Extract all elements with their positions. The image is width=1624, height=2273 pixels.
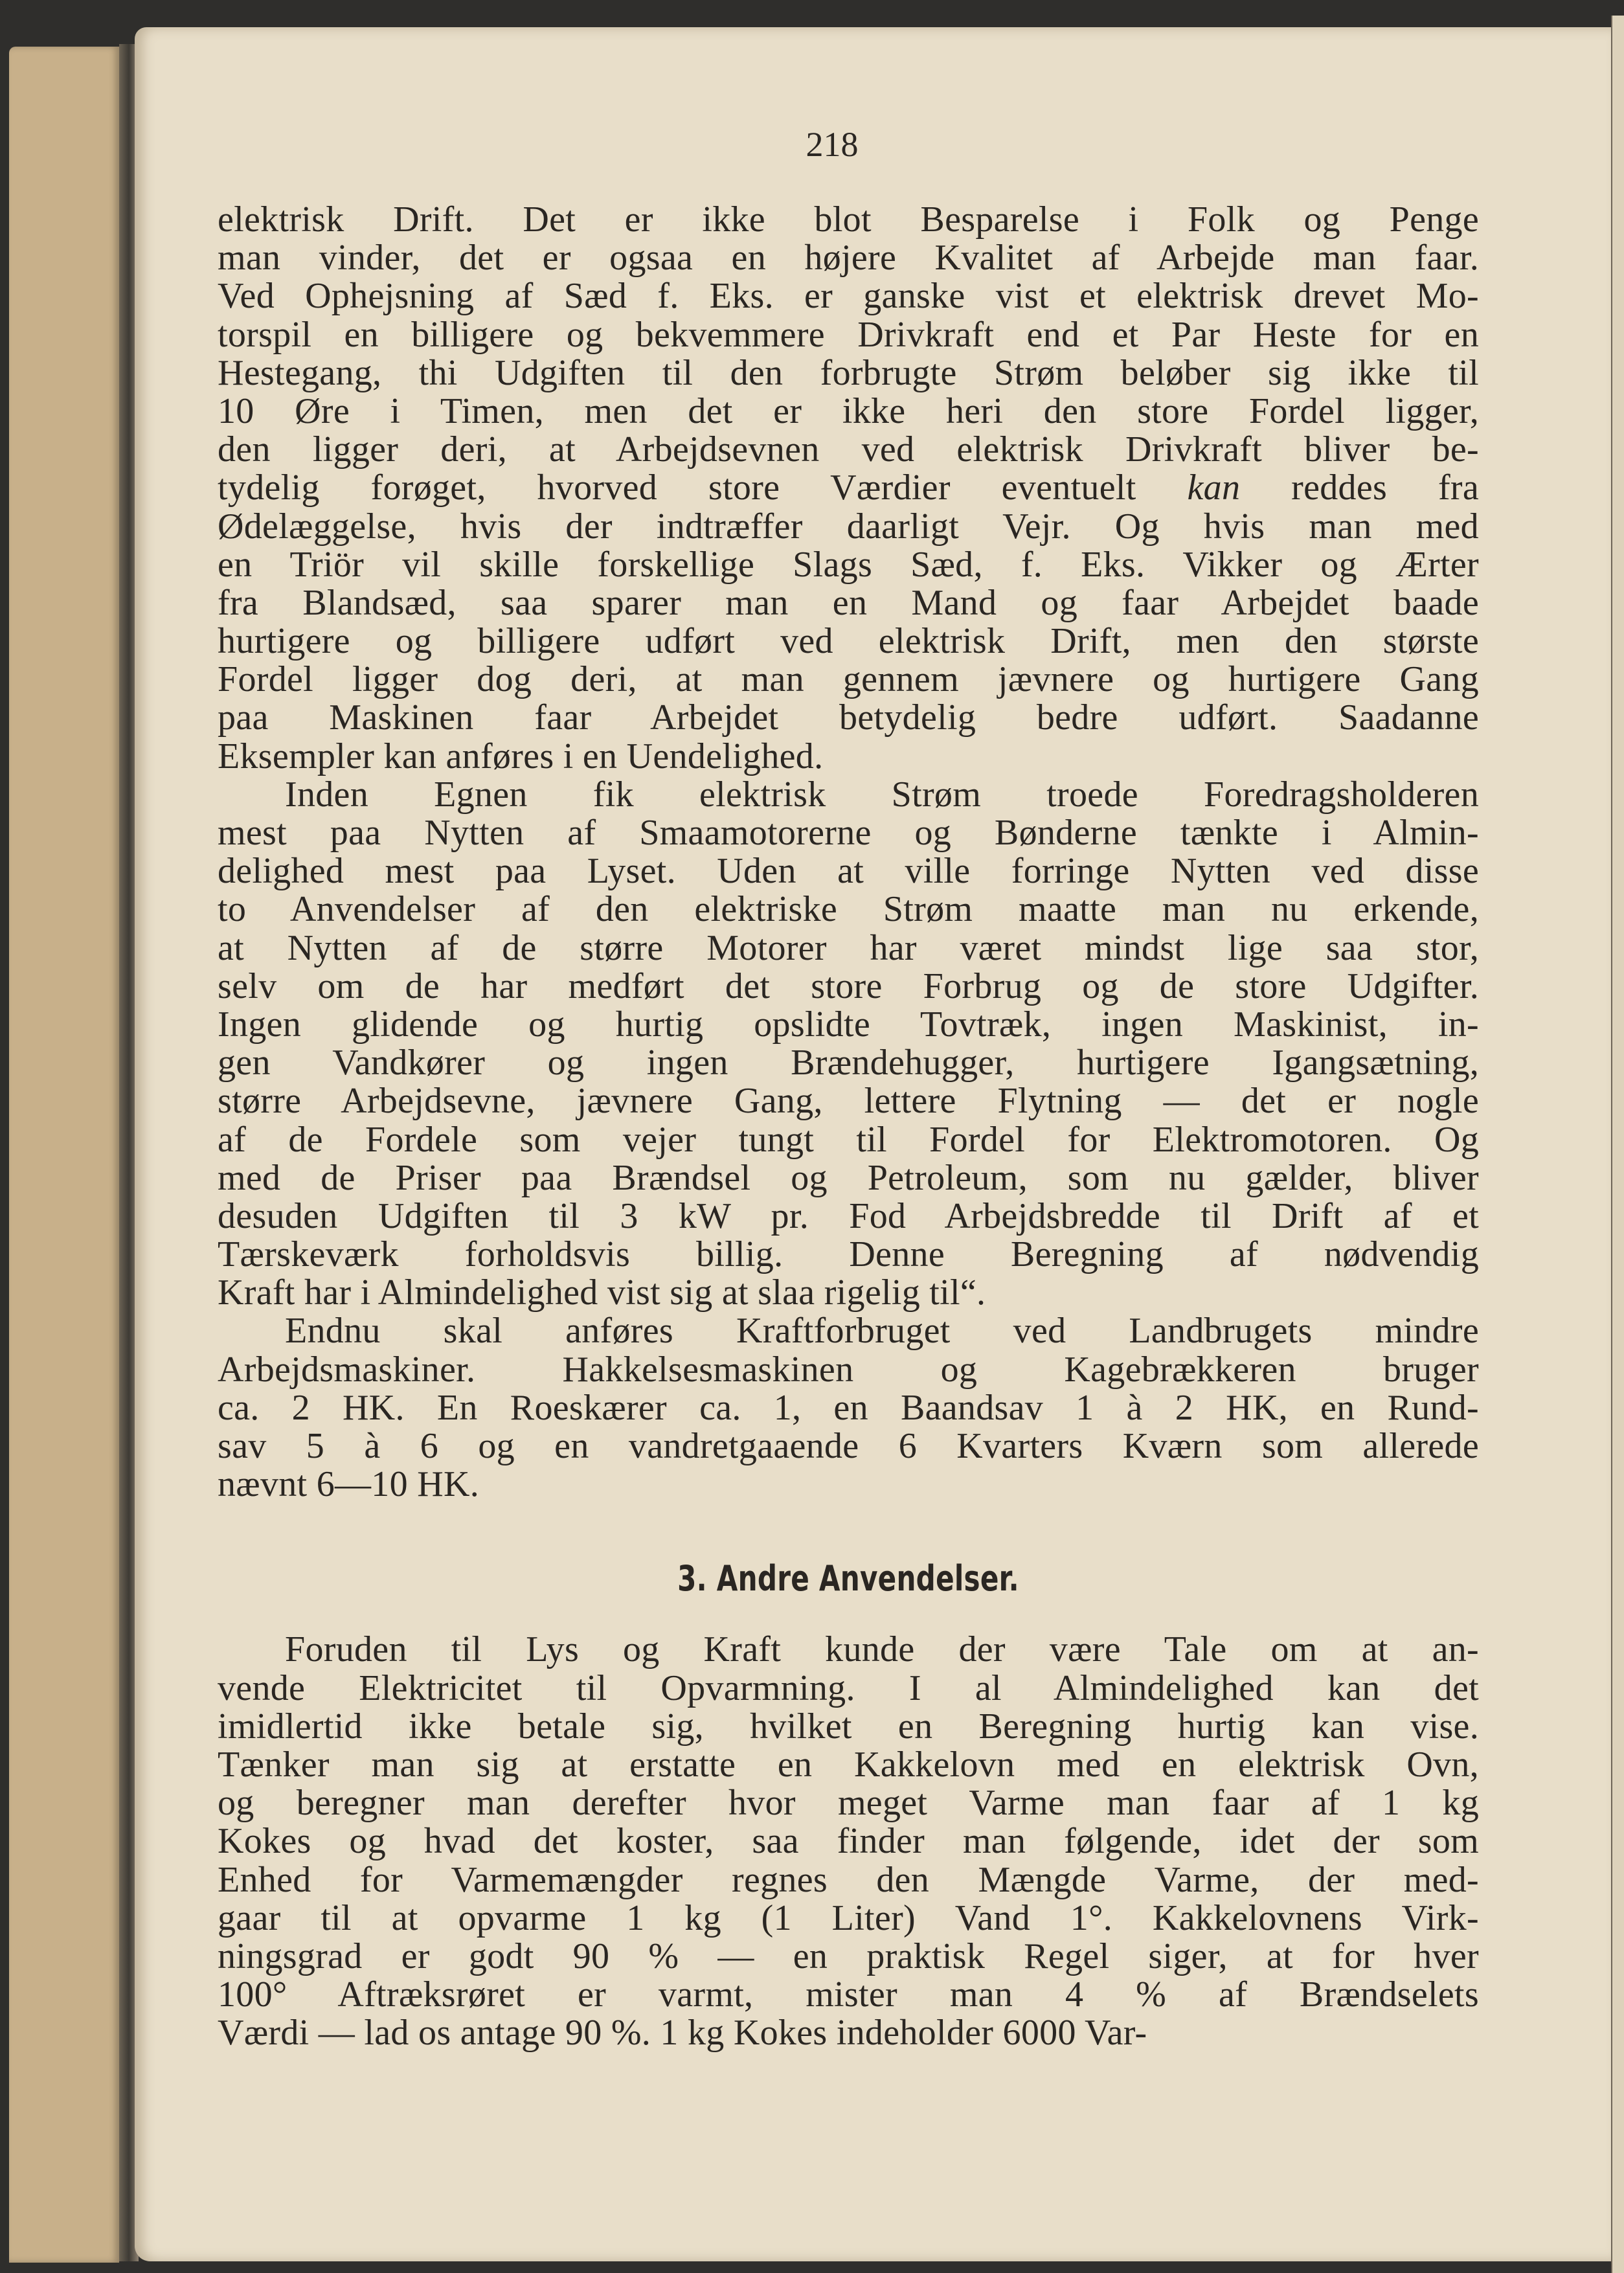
text-line: mest paa Nytten af Smaamotorerne og Bønderne tænkte i Almin- <box>218 813 1479 853</box>
text-line: to Anvendelser af den elektriske Strøm maatte man nu erkende, <box>218 889 1479 930</box>
text-line: tydelig forøget, hvorved store Værdier eventuelt kan reddes fra <box>218 468 1479 508</box>
text-line: ca. 2 HK. En Roeskærer ca. 1, en Baandsav 1 à 2 HK, en Rund- <box>218 1387 1479 1428</box>
text-line: Hestegang, thi Udgiften til den forbrugte Strøm beløber sig ikke til <box>218 352 1479 393</box>
text-line: desuden Udgiften til 3 kW pr. Fod Arbejdsbredde til Drift af et <box>218 1195 1479 1236</box>
section-paragraphs <box>218 1631 1479 2052</box>
text-line: gen Vandkører og ingen Brændehugger, hurtigere Igangsætning, <box>218 1043 1479 1083</box>
text-line: Foruden til Lys og Kraft kunde der være Tale om at an- <box>285 1629 1479 1670</box>
text-line: den ligger deri, at Arbejdsevnen ved elektrisk Drivkraft bliver be- <box>218 429 1479 470</box>
text-line: Værdi — lad os antage 90 %. 1 kg Kokes indeholder 6000 Var- <box>218 2013 1147 2053</box>
text-line: hurtigere og billigere udført ved elektrisk Drift, men den største <box>218 621 1479 662</box>
text-line: sav 5 à 6 og en vandretgaaende 6 Kvarters Kværn som allerede <box>218 1426 1479 1466</box>
text-line: fra Blandsæd, saa sparer man en Mand og faar Arbejdet baade <box>218 582 1479 623</box>
text-line: nævnt 6—10 HK. <box>218 1464 479 1505</box>
text-line: Kraft har i Almindelighed vist sig at slaa rigelig til“. <box>218 1272 986 1313</box>
text-line: Enhed for Varmemængder regnes den Mængde Varme, der med- <box>218 1859 1479 1900</box>
text-line: delighed mest paa Lyset. Uden at ville forringe Nytten ved disse <box>218 851 1479 892</box>
text-line: 10 Øre i Timen, men det er ikke heri den store Fordel ligger, <box>218 390 1479 431</box>
paragraph <box>218 1312 1479 1504</box>
text-line: ningsgrad er godt 90 % — en praktisk Regel siger, at for hver <box>218 1936 1479 1976</box>
section-heading: 3. Andre Anvendelser. <box>677 1558 1019 1600</box>
text-line: vende Elektricitet til Opvarmning. I al Almindelighed kan det <box>218 1668 1479 1708</box>
text-line: Tænker man sig at erstatte en Kakkelovn med en elektrisk Ovn, <box>218 1744 1479 1785</box>
paragraph <box>218 1631 1479 2052</box>
text-line: med de Priser paa Brændsel og Petroleum, som nu gælder, bliver <box>218 1157 1479 1198</box>
text-line: en Triör vil skille forskellige Slags Sæd, f. Eks. Vikker og Ærter <box>218 544 1479 585</box>
text-line: Ingen glidende og hurtig opslidte Tovtræk, ingen Maskinist, in- <box>218 1004 1479 1045</box>
text-line: Ved Ophejsning af Sæd f. Eks. er ganske vist et elektrisk drevet Mo- <box>218 276 1479 317</box>
body-paragraphs <box>218 201 1479 1504</box>
text-line: Kokes og hvad det koster, saa finder man følgende, idet der som <box>218 1821 1479 1862</box>
book-cover-edge <box>9 47 119 2263</box>
page-body <box>218 201 1479 2052</box>
text-line: paa Maskinen faar Arbejdet betydelig bedre udført. Saadanne <box>218 697 1479 738</box>
text-line: Endnu skal anføres Kraftforbruget ved Landbrugets mindre <box>285 1311 1479 1351</box>
adjacent-page-edge <box>1611 16 1624 2273</box>
text-line: 100° Aftræksrøret er varmt, mister man 4 % af Brændselets <box>218 1974 1479 2015</box>
paragraph <box>218 776 1479 1313</box>
text-line: torspil en billigere og bekvemmere Drivkraft end et Par Heste for en <box>218 314 1479 355</box>
text-line: Arbejdsmaskiner. Hakkelsesmaskinen og Kagebrækkeren bruger <box>218 1349 1479 1390</box>
text-line: man vinder, det er ogsaa en højere Kvalitet af Arbejde man faar. <box>218 238 1479 278</box>
text-line: Eksempler kan anføres i en Uendelighed. <box>218 736 824 776</box>
text-line: selv om de har medført det store Forbrug og de store Udgifter. <box>218 966 1479 1006</box>
text-line: Fordel ligger dog deri, at man gennem jævnere og hurtigere Gang <box>218 659 1479 700</box>
text-line: imidlertid ikke betale sig, hvilket en Beregning hurtig kan vise. <box>218 1706 1479 1747</box>
paragraph <box>218 201 1479 776</box>
page-number: 218 <box>806 125 859 164</box>
text-line: at Nytten af de større Motorer har været mindst lige saa stor, <box>218 927 1479 968</box>
text-line: Ødelæggelse, hvis der indtræffer daarligt Vejr. Og hvis man med <box>218 506 1479 547</box>
text-line: større Arbejdsevne, jævnere Gang, lettere Flytning — det er nogle <box>218 1081 1479 1122</box>
text-line: og beregner man derefter hvor meget Varme man faar af 1 kg <box>218 1783 1479 1824</box>
text-line: gaar til at opvarme 1 kg (1 Liter) Vand 1°. Kakkelovnens Virk- <box>218 1897 1479 1938</box>
text-line: elektrisk Drift. Det er ikke blot Besparelse i Folk og Penge <box>218 199 1479 240</box>
text-line: Inden Egnen fik elektrisk Strøm troede Foredragsholderen <box>285 774 1479 815</box>
text-line: Tærskeværk forholdsvis billig. Denne Beregning af nødvendig <box>218 1234 1479 1275</box>
emphasis: kan <box>1187 468 1241 508</box>
text-line: af de Fordele som vejer tungt til Fordel for Elektromotoren. Og <box>218 1119 1479 1160</box>
